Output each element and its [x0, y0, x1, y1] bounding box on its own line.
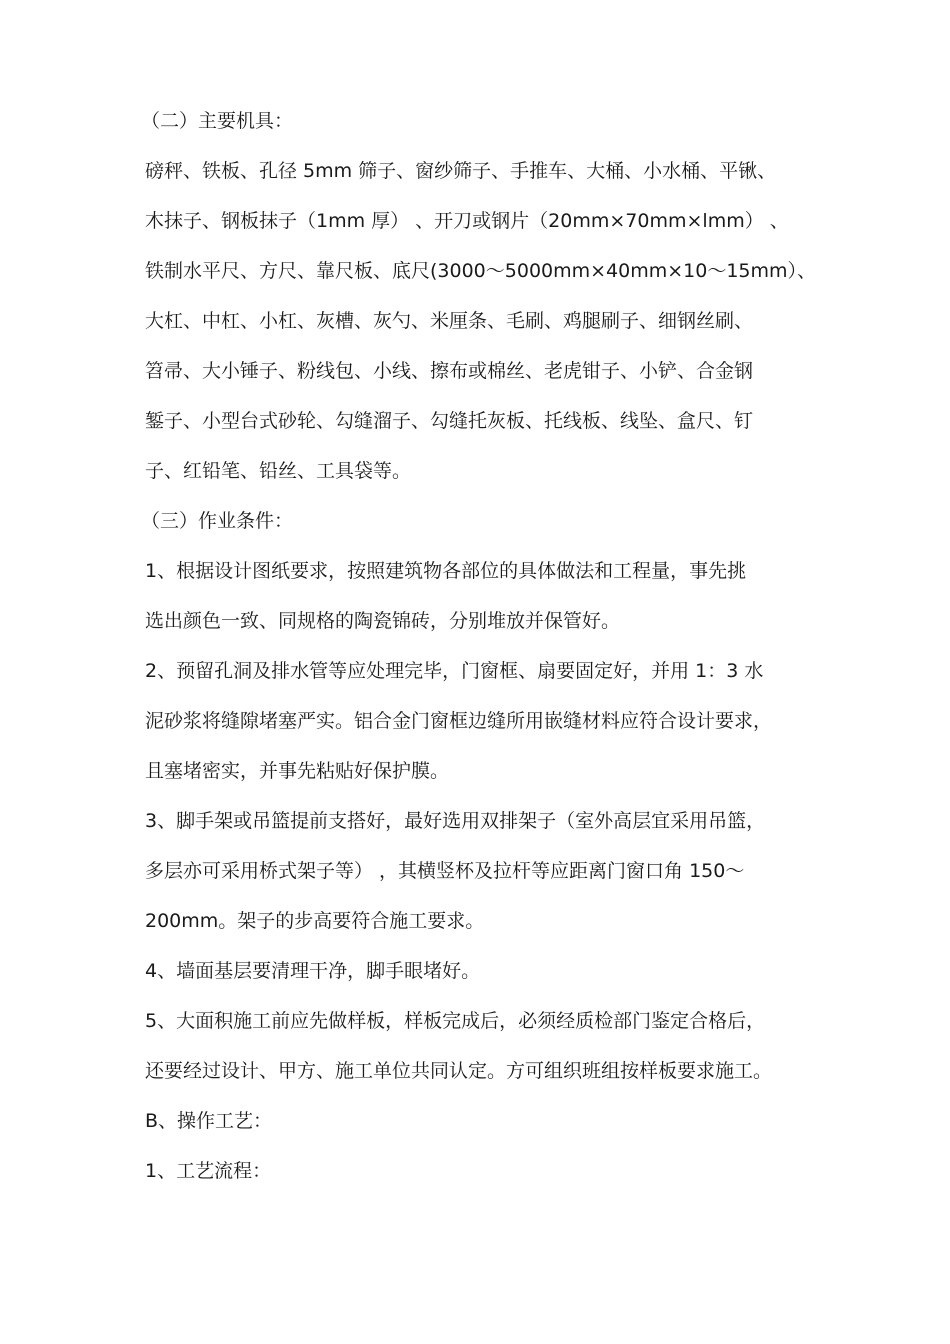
- paragraph-line: 选出颜色一致、同规格的陶瓷锦砖，分别堆放并保管好。: [145, 610, 621, 632]
- paragraph-line: 1、根据设计图纸要求，按照建筑物各部位的具体做法和工程量，事先挑: [145, 560, 747, 582]
- paragraph-line: 5、大面积施工前应先做样板，样板完成后，必须经质检部门鉴定合格后，: [145, 1010, 766, 1032]
- section-heading-process: B、操作工艺：: [145, 1110, 273, 1132]
- paragraph-line: 4、墙面基层要清理干净，脚手眼堵好。: [145, 960, 481, 982]
- section-heading-conditions: （三）作业条件：: [141, 510, 294, 532]
- section-heading-tools: （二）主要机具：: [141, 110, 294, 132]
- subsection-heading-flow: 1、工艺流程：: [145, 1160, 272, 1182]
- paragraph-line: 铁制水平尺、方尺、靠尺板、底尺(3000～5000mm×40mm×10～15mm）、: [145, 260, 817, 282]
- paragraph-line: 2、预留孔洞及排水管等应处理完毕，门窗框、扇要固定好，并用 1：3 水: [145, 660, 764, 682]
- paragraph-line: 磅秤、铁板、孔径 5mm 筛子、窗纱筛子、手推车、大桶、小水桶、平锹、: [145, 160, 777, 182]
- paragraph-line: 200mm。架子的步高要符合施工要求。: [145, 910, 485, 932]
- paragraph-line: 泥砂浆将缝隙堵塞严实。铝合金门窗框边缝所用嵌缝材料应符合设计要求，: [145, 710, 773, 732]
- paragraph-line: 3、脚手架或吊篮提前支搭好，最好选用双排架子（室外高层宜采用吊篮，: [145, 810, 766, 832]
- paragraph-line: 大杠、中杠、小杠、灰槽、灰勺、米厘条、毛刷、鸡腿刷子、细钢丝刷、: [145, 310, 754, 332]
- paragraph-line: 还要经过设计、甲方、施工单位共同认定。方可组织班组按样板要求施工。: [145, 1060, 773, 1082]
- paragraph-line: 笤帚、大小锤子、粉线包、小线、擦布或棉丝、老虎钳子、小铲、合金钢: [145, 360, 754, 382]
- paragraph-line: 多层亦可采用桥式架子等） ，其横竖杯及拉杆等应距离门窗口角 150～: [145, 860, 745, 882]
- document-body: [141, 96, 825, 1196]
- paragraph-line: 錾子、小型台式砂轮、勾缝溜子、勾缝托灰板、托线板、线坠、盒尺、钉: [145, 410, 754, 432]
- paragraph-line: 且塞堵密实，并事先粘贴好保护膜。: [145, 760, 450, 782]
- paragraph-line: 子、红铅笔、铅丝、工具袋等。: [145, 460, 412, 482]
- paragraph-line: 木抹子、钢板抹子（1mm 厚） 、开刀或钢片（20mm×70mm×lmm） 、: [145, 210, 789, 232]
